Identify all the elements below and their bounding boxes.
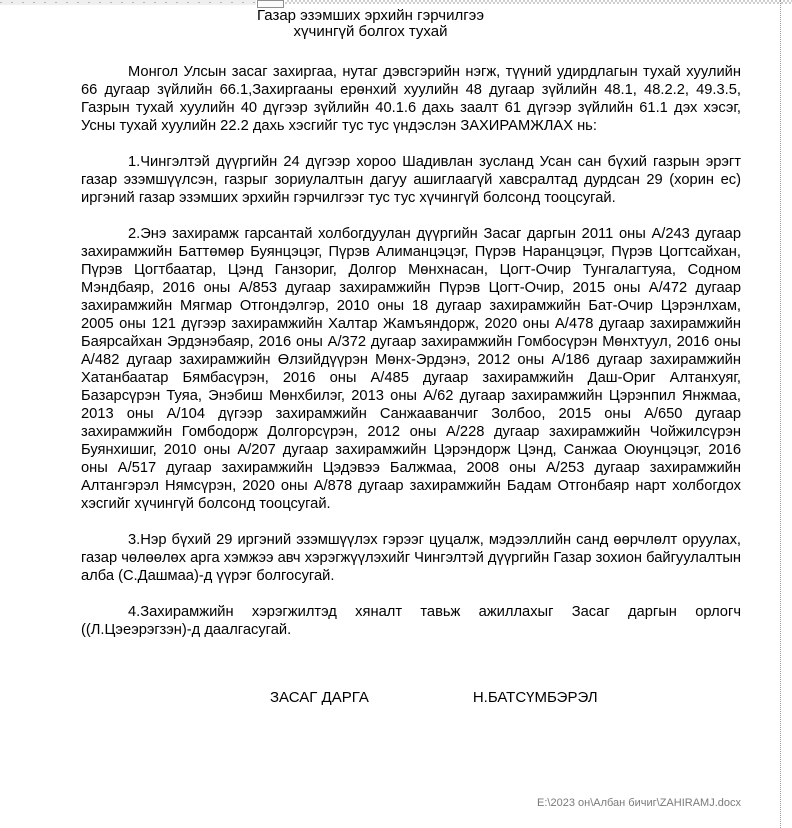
page-boundary-line [780, 0, 781, 828]
signature-name: Н.БАТСҮМБЭРЭЛ [472, 689, 598, 706]
paragraph-clause-1: 1.Чингэлтэй дүүргийн 24 дүгээр хороо Шадивлан зусланд Усан сан бүхий газрын эрэгт газар эзэмшүүлсэн, газрыг зориулалтын дагуу ашиглаагүй хавсралтад дурдсан 29 (хорин ес) иргэний газар эзэмших эрхийн гэрчилгээг тус тус хүчингүй болсонд тооцсугай. [81, 154, 741, 206]
ruler-strip [0, 0, 256, 5]
document-body [81, 63, 741, 706]
paragraph-clause-2: 2.Энэ захирамж гарсантай холбогдуулан дүүргийн Засаг даргын 2011 оны А/243 дугаар захирамжийн Баттөмөр Буянцэцэг, Пүрэв Алиманцэцэг, Пүрэв Наранцэцэг, Пүрэв Цогтсайхан, Пүрэв Цогтбаатар, Цэнд Ганзориг, Долгор Мөнхнасан, Цогт-Очир Тунгалагтуяа, Содном Мэндбаяр, 2016 оны А/853 дугаар захирамжийн Пүрэв Цогт-Очир, 2015 оны А/472 дугаар захирамжийн Мягмар Отгондэлгэр, 2010 оны 18 дугаар захирамжийн Бат-Очир Цэрэнлхам, 2005 оны 121 дүгээр захирамжийн Халтар Жамъяндорж, 2020 оны А/478 дугаар захирамжийн Баярсайхан Эрдэнэбаяр, 2016 оны А/372 дугаар захирамжийн Гомбосүрэн Мөнхтуул, 2016 оны А/482 дугаар захирамжийн Өлзийдүүрэн Мөнх-Эрдэнэ, 2012 оны А/186 дугаар захирамжийн Хатанбаатар Бямбасүрэн, 2016 оны А/485 дугаар захирамжийн Даш-Ориг Алтанхуяг, Базарсүрэн Туяа, Энэбиш Мөнхбилэг, 2013 оны А/62 дугаар захирамжийн Цэрэнпил Янжмаа, 2013 оны А/104 дүгээр захирамжийн Санжааванчиг Золбоо, 2015 оны А/650 дугаар захирамжийн Гомбодорж Долгорсүрэн, 2012 оны А/228 дугаар захирамжийн Чойжилсүрэн Буянхишиг, 2010 оны А/207 дугаар захирамжийн Цэрэндорж Цэнд, Санжаа Оюунцэцэг, 2016 оны А/517 дугаар захирамжийн Цэдэвээ Балжмаа, 2008 оны А/253 дугаар захирамжийн Алтангэрэл Нямсүрэн, 2020 оны А/878 дугаар захирамжийн Бадам Отгонбаяр нарт холбогдох хэсгийг хүчингүй болсонд тооцсугай. [81, 226, 741, 512]
title-line-1: Газар эзэмших эрхийн гэрчилгээ [257, 7, 484, 24]
footer-file-path: E:\2023 он\Албан бичиг\ZAHIRAMJ.docx [537, 797, 741, 809]
paragraph-legal-basis: Монгол Улсын засаг захиргаа, нутаг дэвсгэрийн нэгж, түүний удирдлагын тухай хуулийн 66 дугаар зүйлийн 66.1,Захиргааны ерөнхий хуулийн 48 дугаар зүйлийн 48.1, 48.2.2, 49.3.5, Газрын тухай хуулийн 40 дүгээр зүйлийн 40.1.6 дахь заалт 61 дүгээр зүйлийн 61.1 дэх хэсэг, Усны тухай хуулийн 22.2 дахь хэсгийг тус тус үндэслэн ЗАХИРАМЖЛАХ нь: [81, 64, 741, 134]
hatch-pattern-strip [285, 0, 792, 4]
paragraph-clause-4: 4.Захирамжийн хэрэгжилтэд хяналт тавьж ажиллахыг Засаг даргын орлогч ((Л.Цэеэрэгзэн)-д даалгасугай. [81, 604, 741, 638]
signature-role: ЗАСАГ ДАРГА [270, 689, 369, 706]
signature-row [81, 689, 741, 706]
paragraph-clause-3: 3.Нэр бүхий 29 иргэний эзэмшүүлэх гэрээг цуцалж, мэдээллийн санд өөрчлөлт оруулах, газар чөлөөлөх арга хэмжээ авч хэрэгжүүлэхийг Чингэлтэй дүүргийн Газар зохион байгуулалтын алба (С.Дашмаа)-д үүрэг болгосугай. [81, 532, 741, 584]
title-line-2: хүчингүй болгох тухай [293, 23, 448, 40]
document-title [0, 8, 741, 40]
